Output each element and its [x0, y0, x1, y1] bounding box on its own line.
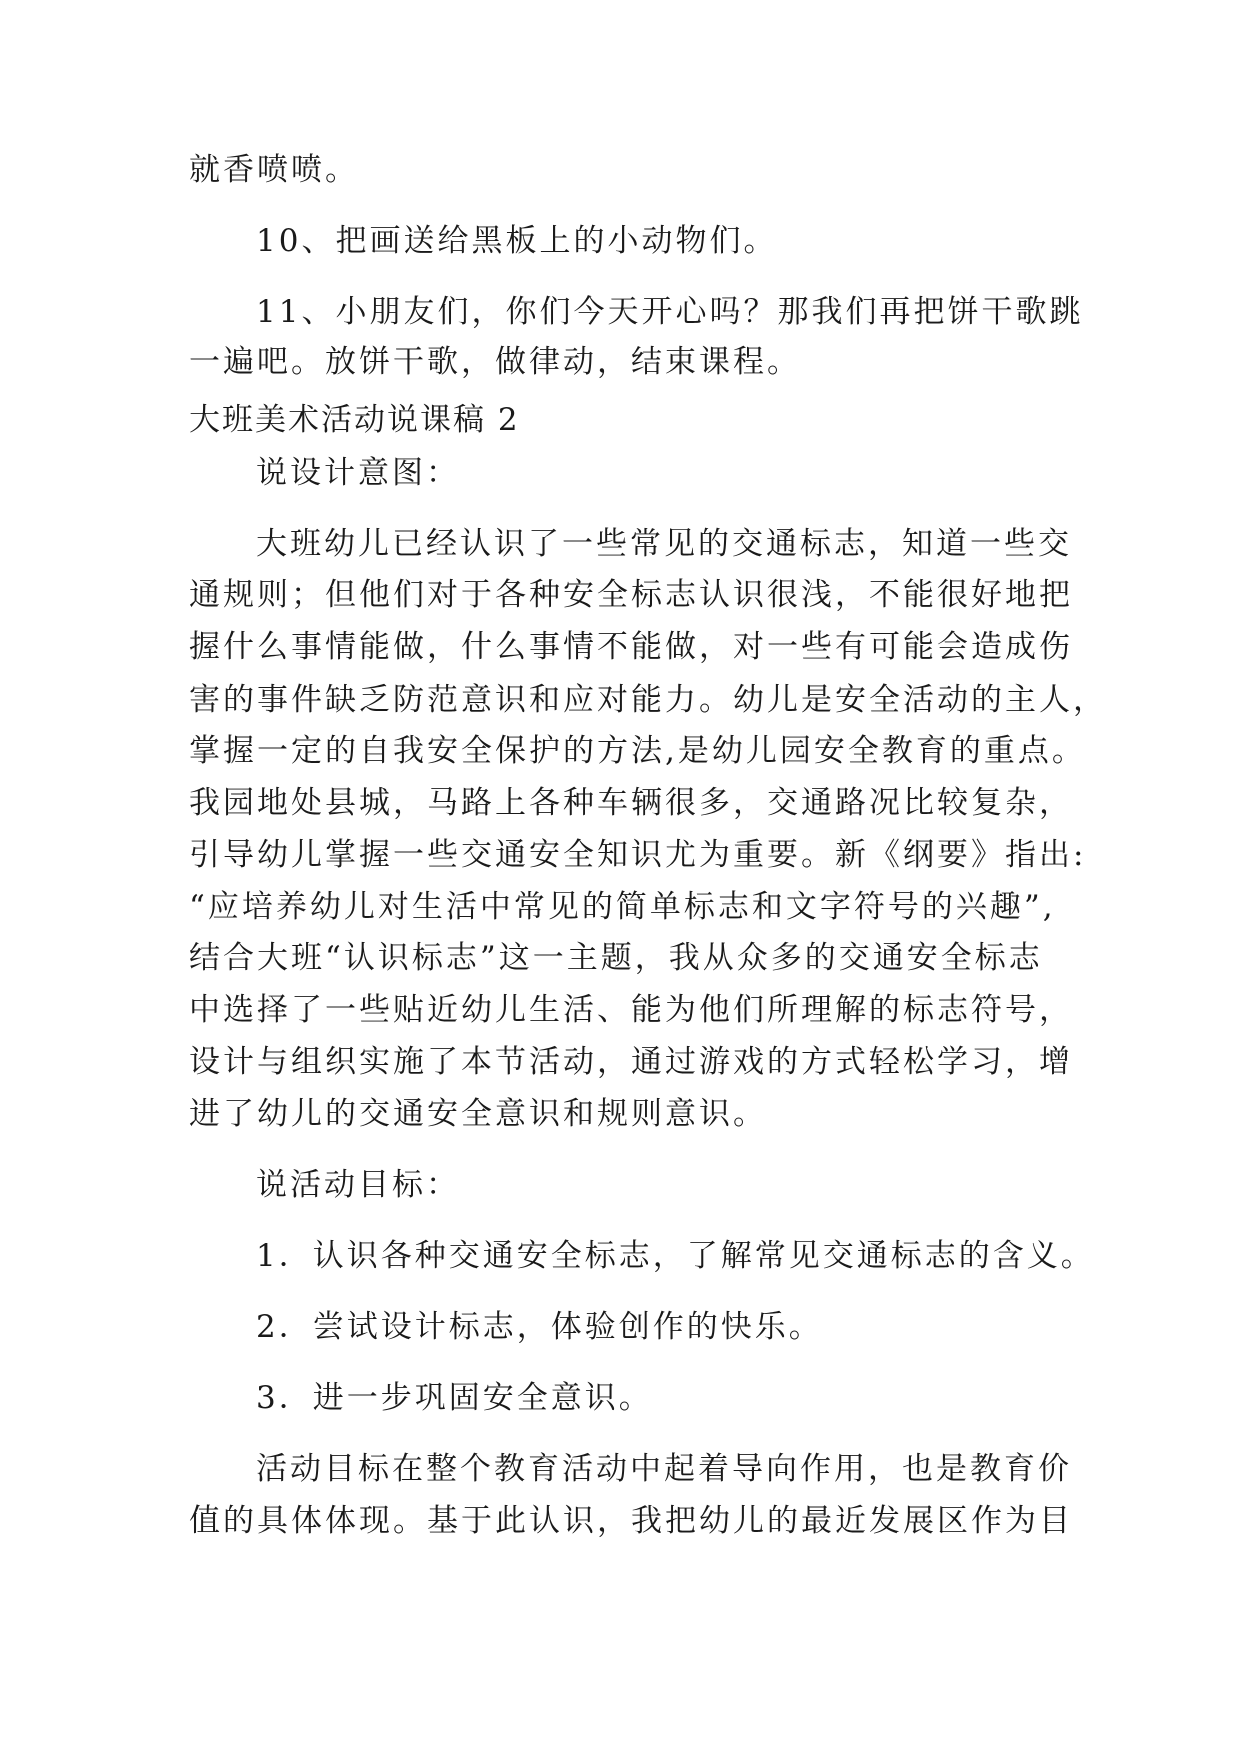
- text-line: 中选择了一些贴近幼儿生活、能为他们所理解的标志符号，: [189, 992, 1073, 1028]
- text-line: 握什么事情能做，什么事情不能做，对一些有可能会造成伤: [189, 629, 1073, 665]
- text-line: 设计与组织实施了本节活动，通过游戏的方式轻松学习，增: [189, 1044, 1073, 1080]
- text-line: 11、小朋友们，你们今天开心吗？那我们再把饼干歌跳: [256, 294, 1084, 330]
- text-line: 说活动目标：: [256, 1167, 460, 1203]
- text-line: 值的具体体现。基于此认识，我把幼儿的最近发展区作为目: [189, 1503, 1073, 1539]
- text-line: 进了幼儿的交通安全意识和规则意识。: [189, 1096, 767, 1132]
- text-line: 一遍吧。放饼干歌，做律动，结束课程。: [189, 344, 801, 380]
- text-line: 活动目标在整个教育活动中起着导向作用，也是教育价: [256, 1451, 1072, 1487]
- list-item: 1．认识各种交通安全标志，了解常见交通标志的含义。: [256, 1238, 1095, 1274]
- text-line: 引导幼儿掌握一些交通安全知识尤为重要。新《纲要》指出:: [189, 837, 1087, 873]
- text-line: 就香喷喷。: [189, 152, 359, 188]
- text-line: 我园地处县城，马路上各种车辆很多，交通路况比较复杂，: [189, 785, 1073, 821]
- text-line: 10、把画送给黑板上的小动物们。: [256, 223, 778, 259]
- text-line: 大班幼儿已经认识了一些常见的交通标志，知道一些交: [256, 526, 1072, 562]
- text-line: 通规则；但他们对于各种安全标志认识很浅，不能很好地把: [189, 577, 1073, 613]
- list-item: 2．尝试设计标志，体验创作的快乐。: [256, 1309, 823, 1345]
- text-line: 说设计意图：: [256, 455, 460, 491]
- text-line: 结合大班“认识标志”这一主题，我从众多的交通安全标志: [189, 940, 1043, 976]
- text-line: 掌握一定的自我安全保护的方法,是幼儿园安全教育的重点。: [189, 733, 1086, 769]
- text-line: 害的事件缺乏防范意识和应对能力。幼儿是安全活动的主人，: [189, 682, 1107, 718]
- section-heading: 大班美术活动说课稿 2: [189, 402, 520, 438]
- list-item: 3．进一步巩固安全意识。: [256, 1380, 653, 1416]
- text-line: “应培养幼儿对生活中常见的简单标志和文字符号的兴趣”,: [189, 889, 1056, 925]
